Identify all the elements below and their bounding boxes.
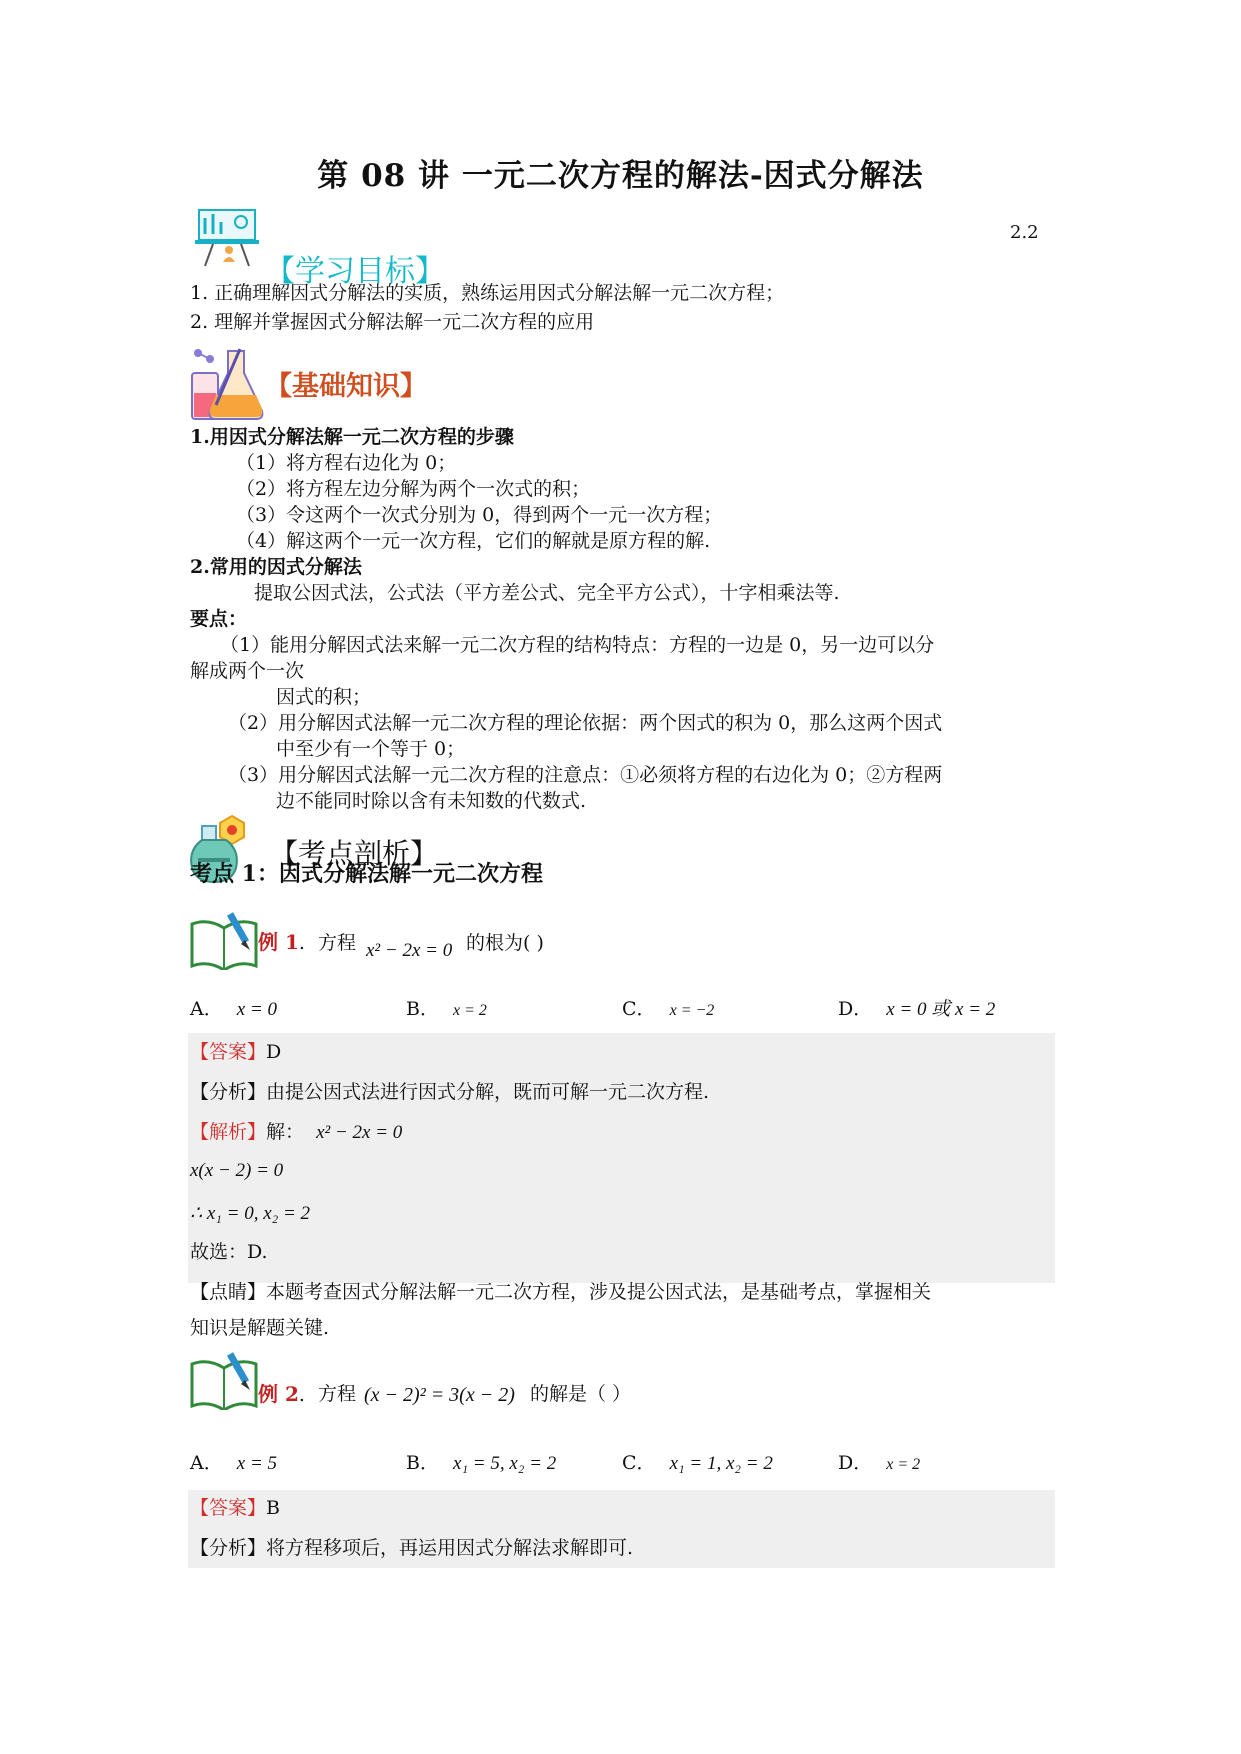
option-text: x = 5 [236,1453,278,1474]
example-1-dot: . [298,932,305,954]
example-1-label: 例 1 [258,930,299,954]
page-code: 2.2 [1010,222,1039,243]
key-point-line: 因式的积； [276,686,372,708]
answer-value: D [266,1041,282,1063]
solution-shade [188,1033,1055,1283]
section-2-text: 提取公因式法，公式法（平方差公式、完全平方公式），十字相乘法等. [254,582,840,604]
example-1-stem-pre: 方程 [318,932,357,954]
comment-tag: 【点睛】 [190,1281,267,1303]
option-b [406,994,487,1021]
analysis-row [190,1080,709,1105]
page-title: 第 08 讲 一元二次方程的解法-因式分解法 [317,158,924,194]
key-point-line: （2）用分解因式法解一元二次方程的理论依据：两个因式的积为 0，那么这两个因式 [228,712,943,734]
comment-text: 本题考查因式分解法解一元二次方程，涉及提公因式法，是基础考点，掌握相关 [266,1281,932,1303]
option-text: x₁ = 5, x₂ = 2 [453,1453,557,1474]
key-point-line: （1）能用分解因式法来解一元二次方程的结构特点：方程的一边是 0，另一边可以分 [220,634,935,656]
option-text: x₁ = 1, x₂ = 2 [669,1453,773,1474]
analysis-tag: 【分析】 [190,1081,267,1103]
solution-equation: x² − 2x = 0 [316,1122,403,1143]
example-1-equation: x² − 2x = 0 [366,940,453,961]
analysis-heading: 【考点剖析】 [270,837,439,870]
example-2-stem-pre: 方程 [318,1383,357,1405]
option-text: x = 2 [453,1002,487,1019]
option-letter: B． [406,1452,439,1474]
analysis-text: 将方程移项后，再运用因式分解法求解即可. [266,1537,634,1559]
step-item: （2）将方程左边分解为两个一次式的积； [236,478,591,500]
option-text: x = 0 或 x = 2 [886,999,996,1020]
option-text: x = −2 [669,1002,715,1019]
open-book-pencil-icon [190,912,260,970]
open-book-pencil-icon [190,1352,260,1410]
key-point-line: 边不能同时除以含有未知数的代数式. [276,790,587,812]
comment-line: 知识是解题关键. [190,1317,330,1339]
chemistry-flask-icon [188,345,268,425]
presentation-board-icon [193,200,265,272]
option-d [838,1448,920,1475]
example-2-equation: (x − 2)² = 3(x − 2) [364,1384,515,1406]
example-2-dot: . [298,1384,305,1406]
objectives-heading: 【学习目标】 [265,254,445,289]
option-letter: A． [190,1452,223,1474]
answer-tag: 【答案】 [190,1041,267,1063]
option-letter: D． [838,1452,873,1474]
key-point-line: 中至少有一个等于 0； [276,738,466,760]
example-1-label-group [258,926,305,956]
analysis-row [190,1536,633,1561]
option-a [190,1448,277,1475]
answer-tag: 【答案】 [190,1497,267,1519]
option-letter: C． [622,1452,656,1474]
option-d [838,994,995,1021]
analysis-text: 由提公因式法进行因式分解，既而可解一元二次方程. [266,1081,710,1103]
step-item: （4）解这两个一元一次方程，它们的解就是原方程的解. [236,530,711,552]
key-points-title: 要点： [190,608,248,630]
step-item: （3）令这两个一次式分别为 0，得到两个一元一次方程； [236,504,723,526]
option-text: x = 0 [236,999,278,1020]
example-2-stem-post: 的解是（ ） [530,1383,632,1405]
option-letter: C． [622,998,656,1020]
key-point-line: （3）用分解因式法解一元二次方程的注意点：①必须将方程的右边化为 0；②方程两 [228,764,943,786]
solution-step: x(x − 2) = 0 [190,1160,284,1181]
solution-row [190,1120,402,1145]
option-b [406,1448,556,1475]
answer-row [190,1496,280,1521]
solution-step: ∴ x₁ = 0, x₂ = 2 [190,1203,311,1224]
answer-row [190,1040,281,1065]
step-item: （1）将方程右边化为 0； [236,452,457,474]
option-letter: B． [406,998,439,1020]
option-a [190,994,277,1021]
objective-item: 1. 正确理解因式分解法的实质，熟练运用因式分解法解一元二次方程； [190,282,785,304]
example-2-label-group [258,1378,305,1408]
section-2-title: 2.常用的因式分解法 [190,556,362,578]
solution-pre: 解： [266,1121,305,1143]
option-letter: A． [190,998,223,1020]
section-1-title: 1.用因式分解法解一元二次方程的步骤 [190,426,514,448]
choose-line: 故选：D. [190,1241,268,1263]
solution-tag: 【解析】 [190,1121,267,1143]
analysis-tag: 【分析】 [190,1537,267,1559]
key-point-line: 解成两个一次 [190,660,305,682]
basics-heading: 【基础知识】 [265,371,427,402]
option-letter: D． [838,998,873,1020]
example-1-stem-post: 的根为( ) [466,932,544,954]
answer-value: B [266,1497,280,1519]
comment-row [190,1280,931,1305]
option-c [622,994,714,1021]
example-2-label: 例 2 [258,1382,299,1406]
option-text: x = 2 [886,1456,921,1473]
option-c [622,1448,773,1475]
objective-item: 2. 理解并掌握因式分解法解一元二次方程的应用 [190,311,595,333]
exam-point-title: 考点 1：因式分解法解一元二次方程 [190,861,543,887]
